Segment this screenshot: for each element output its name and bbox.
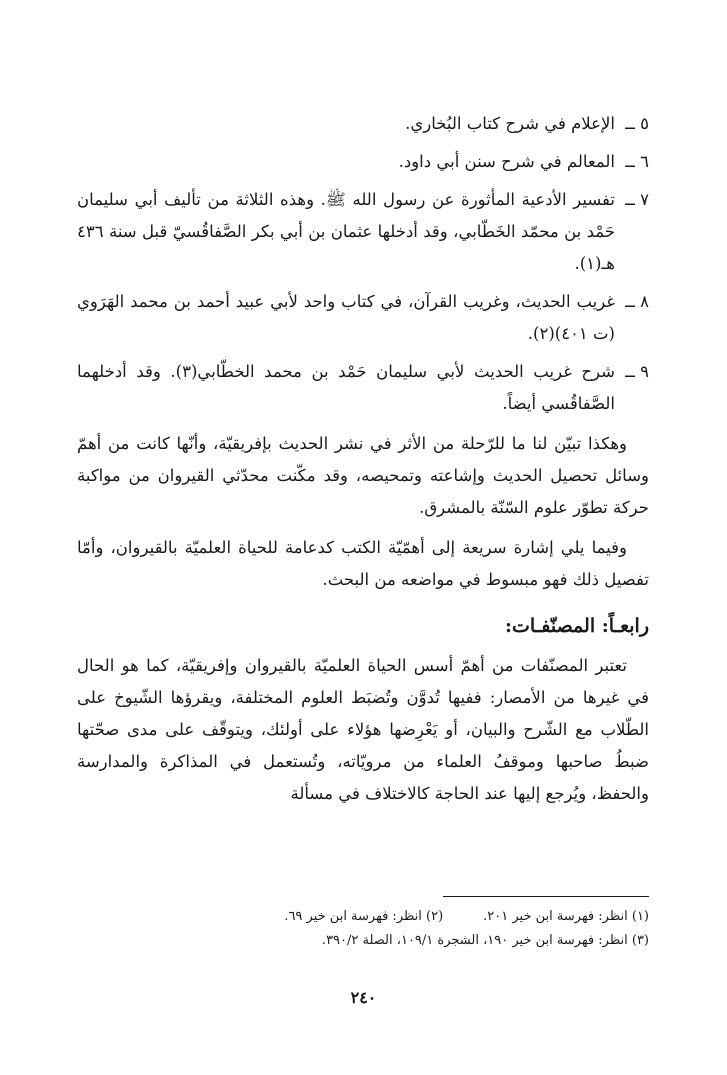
list-item (77, 356, 649, 420)
item-text: غريب الحديث، وغريب القرآن، في كتاب واحد لأبي عبيد أحمد بن محمد الهَرَوي (ت ٤٠١)(٢). (77, 292, 615, 343)
item-number: ٧ ــ (625, 190, 649, 209)
footnote-row (77, 905, 649, 929)
footnote-3: (٣) انظر: فهرسة ابن خير ١٩٠، الشجرة ١٠٩/١، الصلة ٣٩٠/٢. (321, 933, 649, 948)
item-number: ٦ ــ (625, 152, 649, 171)
list-item (77, 184, 649, 280)
paragraph-travel: وهكذا تبيّن لنا ما للرّحلة من الأثر في نشر الحديث بإفريقيّة، وأنّها كانت من أهمّ وسائل تحصيل الحديث وإشاعته وتمحيصه، وقد مكّنت محدّثي القيروان من مواكبة حركة تطوّر علوم السّنّة بالمشرق. (77, 434, 649, 517)
paragraph-works: تعتبر المصنّفات من أهمّ أسس الحياة العلميّة بالقيروان وإفريقيّة، كما هو الحال في غيرها من الأمصار: ففيها تُدوَّن وتُضبَط العلوم المختلفة، ويقرؤها الشّيوخ على الطّلاب مع الشّرح والبيان، أو يَعْرِضها هؤلاء على أولئك، ويتوقّف على مدى صحّتها ضبطُ صاحبها وموقفُ العلماء من مرويّاته، وتُستعمل في المذاكرة والمدارسة والحفظ، ويُرجع إليها عند الحاجة كالاختلاف في مسألة (77, 656, 649, 803)
footnote-1: (١) انظر: فهرسة ابن خير ٢٠١. (483, 909, 649, 924)
section-heading: رابعـاً: المصنّفـات: (504, 615, 649, 637)
page-number: ٢٤٠ (350, 988, 377, 1007)
list-item (77, 146, 649, 178)
item-number: ٥ ــ (625, 114, 649, 133)
paragraph-books: وفيما يلي إشارة سريعة إلى أهمّيّة الكتب كدعامة للحياة العلميّة بالقيروان، وأمّا تفصيل ذلك فهو مبسوط في مواضعه من البحث. (77, 538, 649, 589)
item-text: شرح غريب الحديث لأبي سليمان حَمْد بن محمد الخطّابي(٣). وقد أدخلهما الصَّفاقُسي أيضاً. (77, 362, 615, 413)
item-number: ٩ ــ (625, 362, 649, 381)
list-item (77, 108, 649, 140)
item-text: المعالم في شرح سنن أبي داود. (398, 152, 615, 171)
list-item (77, 286, 649, 350)
footnote-2: (٢) انظر: فهرسة ابن خير ٦٩. (284, 909, 444, 924)
item-text: تفسير الأدعية المأثورة عن رسول الله ﷺ. وهذه الثلاثة من تأليف أبي سليمان حَمْد بن محمّد الخَطّابي، وقد أدخلها عثمان بن أبي بكر الصَّفاقُسيّ قبل سنة ٤٣٦ هـ(١). (77, 190, 615, 273)
footnotes (77, 896, 649, 953)
item-text: الإعلام في شرح كتاب البُخاري. (405, 114, 615, 133)
item-number: ٨ ــ (625, 292, 649, 311)
footnote-divider (443, 896, 649, 897)
main-text (77, 108, 649, 816)
